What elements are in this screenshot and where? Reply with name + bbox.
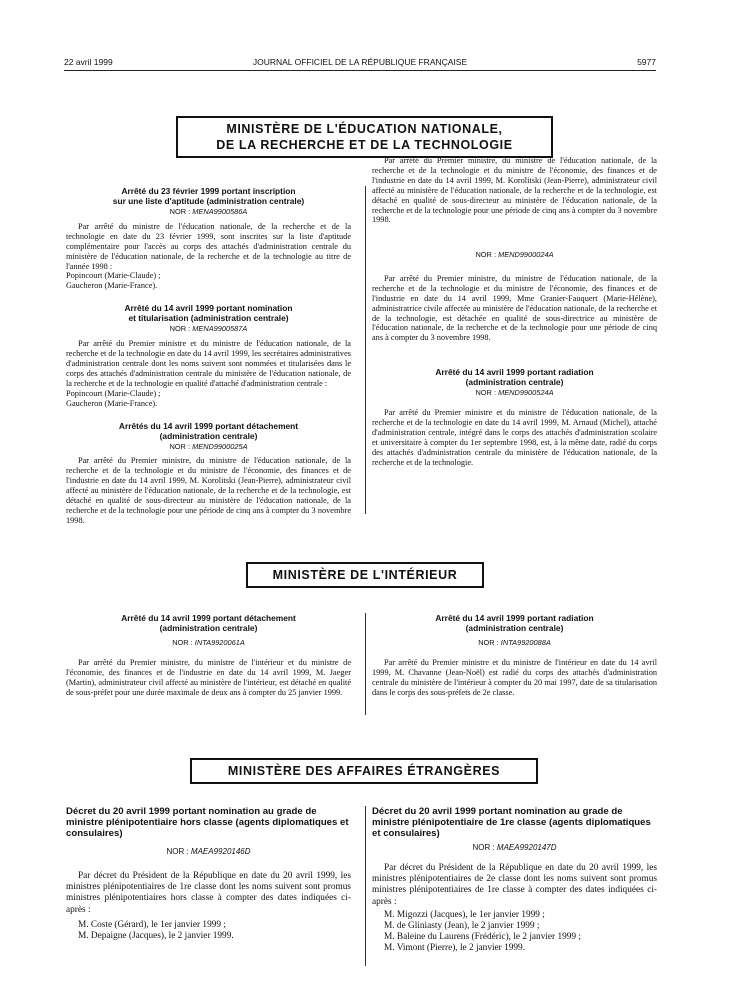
article-title-line: (administration centrale) [159, 623, 258, 633]
nor-label: NOR : [475, 388, 499, 398]
list-item: Gaucheron (Marie-France). [66, 281, 158, 291]
list-item: M. Vimont (Pierre), le 2 janvier 1999. [384, 943, 526, 954]
nor-code: INTA9920088A [500, 638, 551, 647]
list-item: M. Depaigne (Jacques), le 2 janvier 1999. [78, 930, 234, 941]
nor-reference [66, 442, 351, 452]
article-body: Par arrêté du Premier ministre et du ministre de l'intérieur en date du 14 avril 1999, M. Chavanne (Jean-Noël) est radié du corps des attachés d'administration centrale du ministère de l'intérieur à compter du 20 mai 1997, date de sa titularisation dans le corps des sous-préfets de 2e classe. [372, 657, 657, 697]
article-body: Par arrêté du Premier ministre, du ministre de l'éducation nationale, de la recherche et de la technologie et du ministre de l'économie, des finances et de l'industrie en date du 14 avril 1999, M. Korolitski (Jean-Pierre), administrateur civil affecté au ministère de l'éducation nationale, de la recherche et de la technologie, est détaché en qualité de sous-directeur au ministère de l'éducation nationale, de la recherche et de la technologie pour une période de cinq ans à compter du 3 novembre 1998. [66, 456, 351, 525]
ministry-title-line2: DE LA RECHERCHE ET DE LA TECHNOLOGIE [216, 138, 513, 152]
article-title [376, 613, 653, 633]
header-journal-title: JOURNAL OFFICIEL DE LA RÉPUBLIQUE FRANÇAISE [252, 57, 468, 67]
nor-reference [66, 324, 351, 334]
article-title: Décret du 20 avril 1999 portant nomination au grade de ministre plénipotentiaire de 1re classe (agents diplomatiques et consulaires) [372, 806, 651, 839]
article-body: Par arrêté du Premier ministre et du ministre de l'éducation nationale, de la recherche et de la technologie en date du 14 avril 1999, les secrétaires administratives d'administration centrale dont les noms suivent sont nommées et titularisées dans le corps des attachés d'administration centrale du ministère de l'éducation nationale, de la recherche et de la technologie en qualité d'attaché d'administration centrale : [66, 339, 351, 388]
article-title-line: et titularisation (administration centrale) [128, 313, 289, 324]
nor-reference [372, 638, 657, 648]
nor-code: MAEA9920146D [190, 847, 251, 856]
article-title [376, 367, 653, 387]
nor-reference [66, 638, 351, 648]
column-divider [365, 613, 366, 715]
article-title [70, 613, 347, 633]
nor-reference [372, 388, 657, 398]
nor-code: MEND9900024A [498, 250, 554, 259]
article-title [70, 421, 347, 441]
nor-label: NOR : [478, 638, 501, 647]
column-divider [365, 186, 366, 514]
article-title: Décret du 20 avril 1999 portant nomination au grade de ministre plénipotentiaire hors classe (agents diplomatiques et consulaires) [66, 806, 349, 839]
article-title-line: Arrêté du 23 février 1999 portant inscription [121, 186, 296, 196]
nor-label: NOR : [472, 843, 497, 852]
list-item: Gaucheron (Marie-France). [66, 398, 158, 408]
nor-code: MENA9900586A [192, 207, 248, 216]
article-title-line: Arrêtés du 14 avril 1999 portant détachement [118, 420, 299, 431]
article-body-continued-clip [66, 456, 351, 525]
ministry-title-line1: MINISTÈRE DE L'ÉDUCATION NATIONALE, [226, 122, 503, 136]
nor-code: INTA9920061A [194, 638, 245, 647]
list-item: Popincourt (Marie-Claude) ; [66, 271, 161, 281]
article-body-continued [372, 156, 657, 236]
ministry-box-education [176, 116, 553, 158]
article-body: Par arrêté du Premier ministre, du ministre de l'intérieur et du ministre de l'économie, des finances et de l'industrie en date du 14 avril 1999, M. Jaeger (Martin), administrateur civil affecté au ministère de l'intérieur, est détaché en qualité de sous-préfet pour une durée maximale de deux ans à compter du 25 janvier 1999. [66, 657, 351, 697]
affaires-right-column [372, 806, 657, 955]
article-title-line: Arrêté du 14 avril 1999 portant radiation [435, 613, 594, 623]
list-item: M. de Gliniasty (Jean), le 2 janvier 1999 ; [384, 920, 540, 931]
article-body-continuation: Par arrêté du Premier ministre, du ministre de l'éducation nationale, de la recherche et de la technologie et du ministre de l'économie, des finances et de l'industrie en date du 14 avril 1999, M. Korolitski (Jean-Pierre), administrateur civil affecté au ministère de l'éducation nationale, de la recherche et de la technologie, est détaché en qualité de sous-directeur au ministère de l'éducation nationale, de la recherche et de la technologie pour une période de cinq ans à compter du 3 novembre 1998. [372, 156, 657, 225]
article-title-line: sur une liste d'aptitude (administration centrale) [112, 196, 305, 206]
running-header [64, 57, 656, 69]
nor-label: NOR : [166, 847, 191, 856]
interieur-left-column [66, 613, 351, 698]
article-body: Par arrêté du Premier ministre et du ministre de l'éducation nationale, de la recherche et de la technologie en date du 14 avril 1999, M. Arnaud (Michel), attaché d'administration centrale, intégré dans le corps des attachés d'administration scolaire et universitaire à compter du 1er septembre 1998, est, à la même date, radié du corps des attachés d'administration centrale du ministère de l'éducation nationale, de la recherche et de la technologie. [372, 408, 657, 467]
article-body: Par arrêté du ministre de l'éducation nationale, de la recherche et de la technologie en date du 23 février 1999, sont inscrites sur la liste d'aptitude complémentaire pour l'accès au corps des attachés d'administration centrale du ministère de l'éducation nationale, de la recherche et de la technologie au titre de l'année 1998 : [66, 221, 351, 271]
nor-reference [372, 843, 657, 853]
article-title-line: Arrêté du 14 avril 1999 portant détachement [121, 613, 296, 623]
nor-reference [66, 207, 351, 217]
article-title [70, 303, 347, 323]
nor-label: NOR : [169, 207, 193, 216]
nor-reference [372, 250, 657, 260]
education-right-column [372, 156, 657, 468]
interieur-right-column [372, 613, 657, 698]
nor-reference [66, 847, 351, 857]
article-title-line: (administration centrale) [465, 377, 564, 388]
article-title-line: Arrêté du 14 avril 1999 portant nomination [124, 303, 293, 314]
column-divider [365, 806, 366, 966]
nor-label: NOR : [169, 441, 193, 451]
nor-label: NOR : [475, 250, 499, 259]
header-rule [64, 70, 656, 71]
nor-code: MENA9900587A [192, 324, 248, 334]
article-title [70, 186, 347, 206]
ministry-title: MINISTÈRE DES AFFAIRES ÉTRANGÈRES [227, 764, 501, 778]
article-body: Par décret du Président de la République en date du 20 avril 1999, les ministres plénipotentiaires de 1re classe dont les noms suivent sont promus ministres plénipotentiaires hors classe à compter des dates indiquées ci-après : [66, 870, 351, 915]
nor-label: NOR : [169, 324, 193, 334]
nor-code: MEND9900524A [498, 388, 554, 398]
nor-code: MEND9900025A [192, 441, 248, 451]
affaires-left-column [66, 806, 351, 942]
nor-label: NOR : [172, 638, 195, 647]
ministry-box-affaires-etrangeres [190, 758, 538, 784]
article-body: Par décret du Président de la République en date du 20 avril 1999, les ministres plénipotentiaires de 2e classe dont les noms suivent sont promus ministres plénipotentiaires de 1re classe à compter des dates indiquées ci-après : [372, 862, 657, 907]
header-page-number: 5977 [637, 57, 656, 67]
list-item: M. Baleine du Laurens (Frédéric), le 2 janvier 1999 ; [384, 932, 581, 943]
ministry-box-interieur [246, 562, 484, 588]
article-body: Par arrêté du Premier ministre, du ministre de l'éducation nationale, de la recherche et de la technologie et du ministre de l'économie, des finances et de l'industrie en date du 14 avril 1999, Mme Granier-Fauquert (Marie-Hélène), administratrice civile affectée au ministère de l'éducation nationale, de la recherche et de la technologie, est détachée en qualité de sous-directrice au ministère de l'éducation nationale, de la recherche et de la technologie pour une période de cinq ans à compter du 3 novembre 1998. [372, 273, 657, 343]
header-date: 22 avril 1999 [64, 57, 113, 67]
nor-code: MAEA9920147D [496, 843, 557, 852]
list-item: M. Migozzi (Jacques), le 1er janvier 1999 ; [384, 909, 545, 920]
article-title-line: (administration centrale) [159, 430, 258, 441]
ministry-title: MINISTÈRE DE L'INTÉRIEUR [272, 568, 458, 582]
article-title-line: (administration centrale) [465, 623, 564, 633]
list-item: Popincourt (Marie-Claude) ; [66, 388, 161, 398]
list-item: M. Coste (Gérard), le 1er janvier 1999 ; [78, 919, 226, 930]
article-title-line: Arrêté du 14 avril 1999 portant radiation [435, 367, 594, 378]
education-left-column [66, 186, 351, 525]
